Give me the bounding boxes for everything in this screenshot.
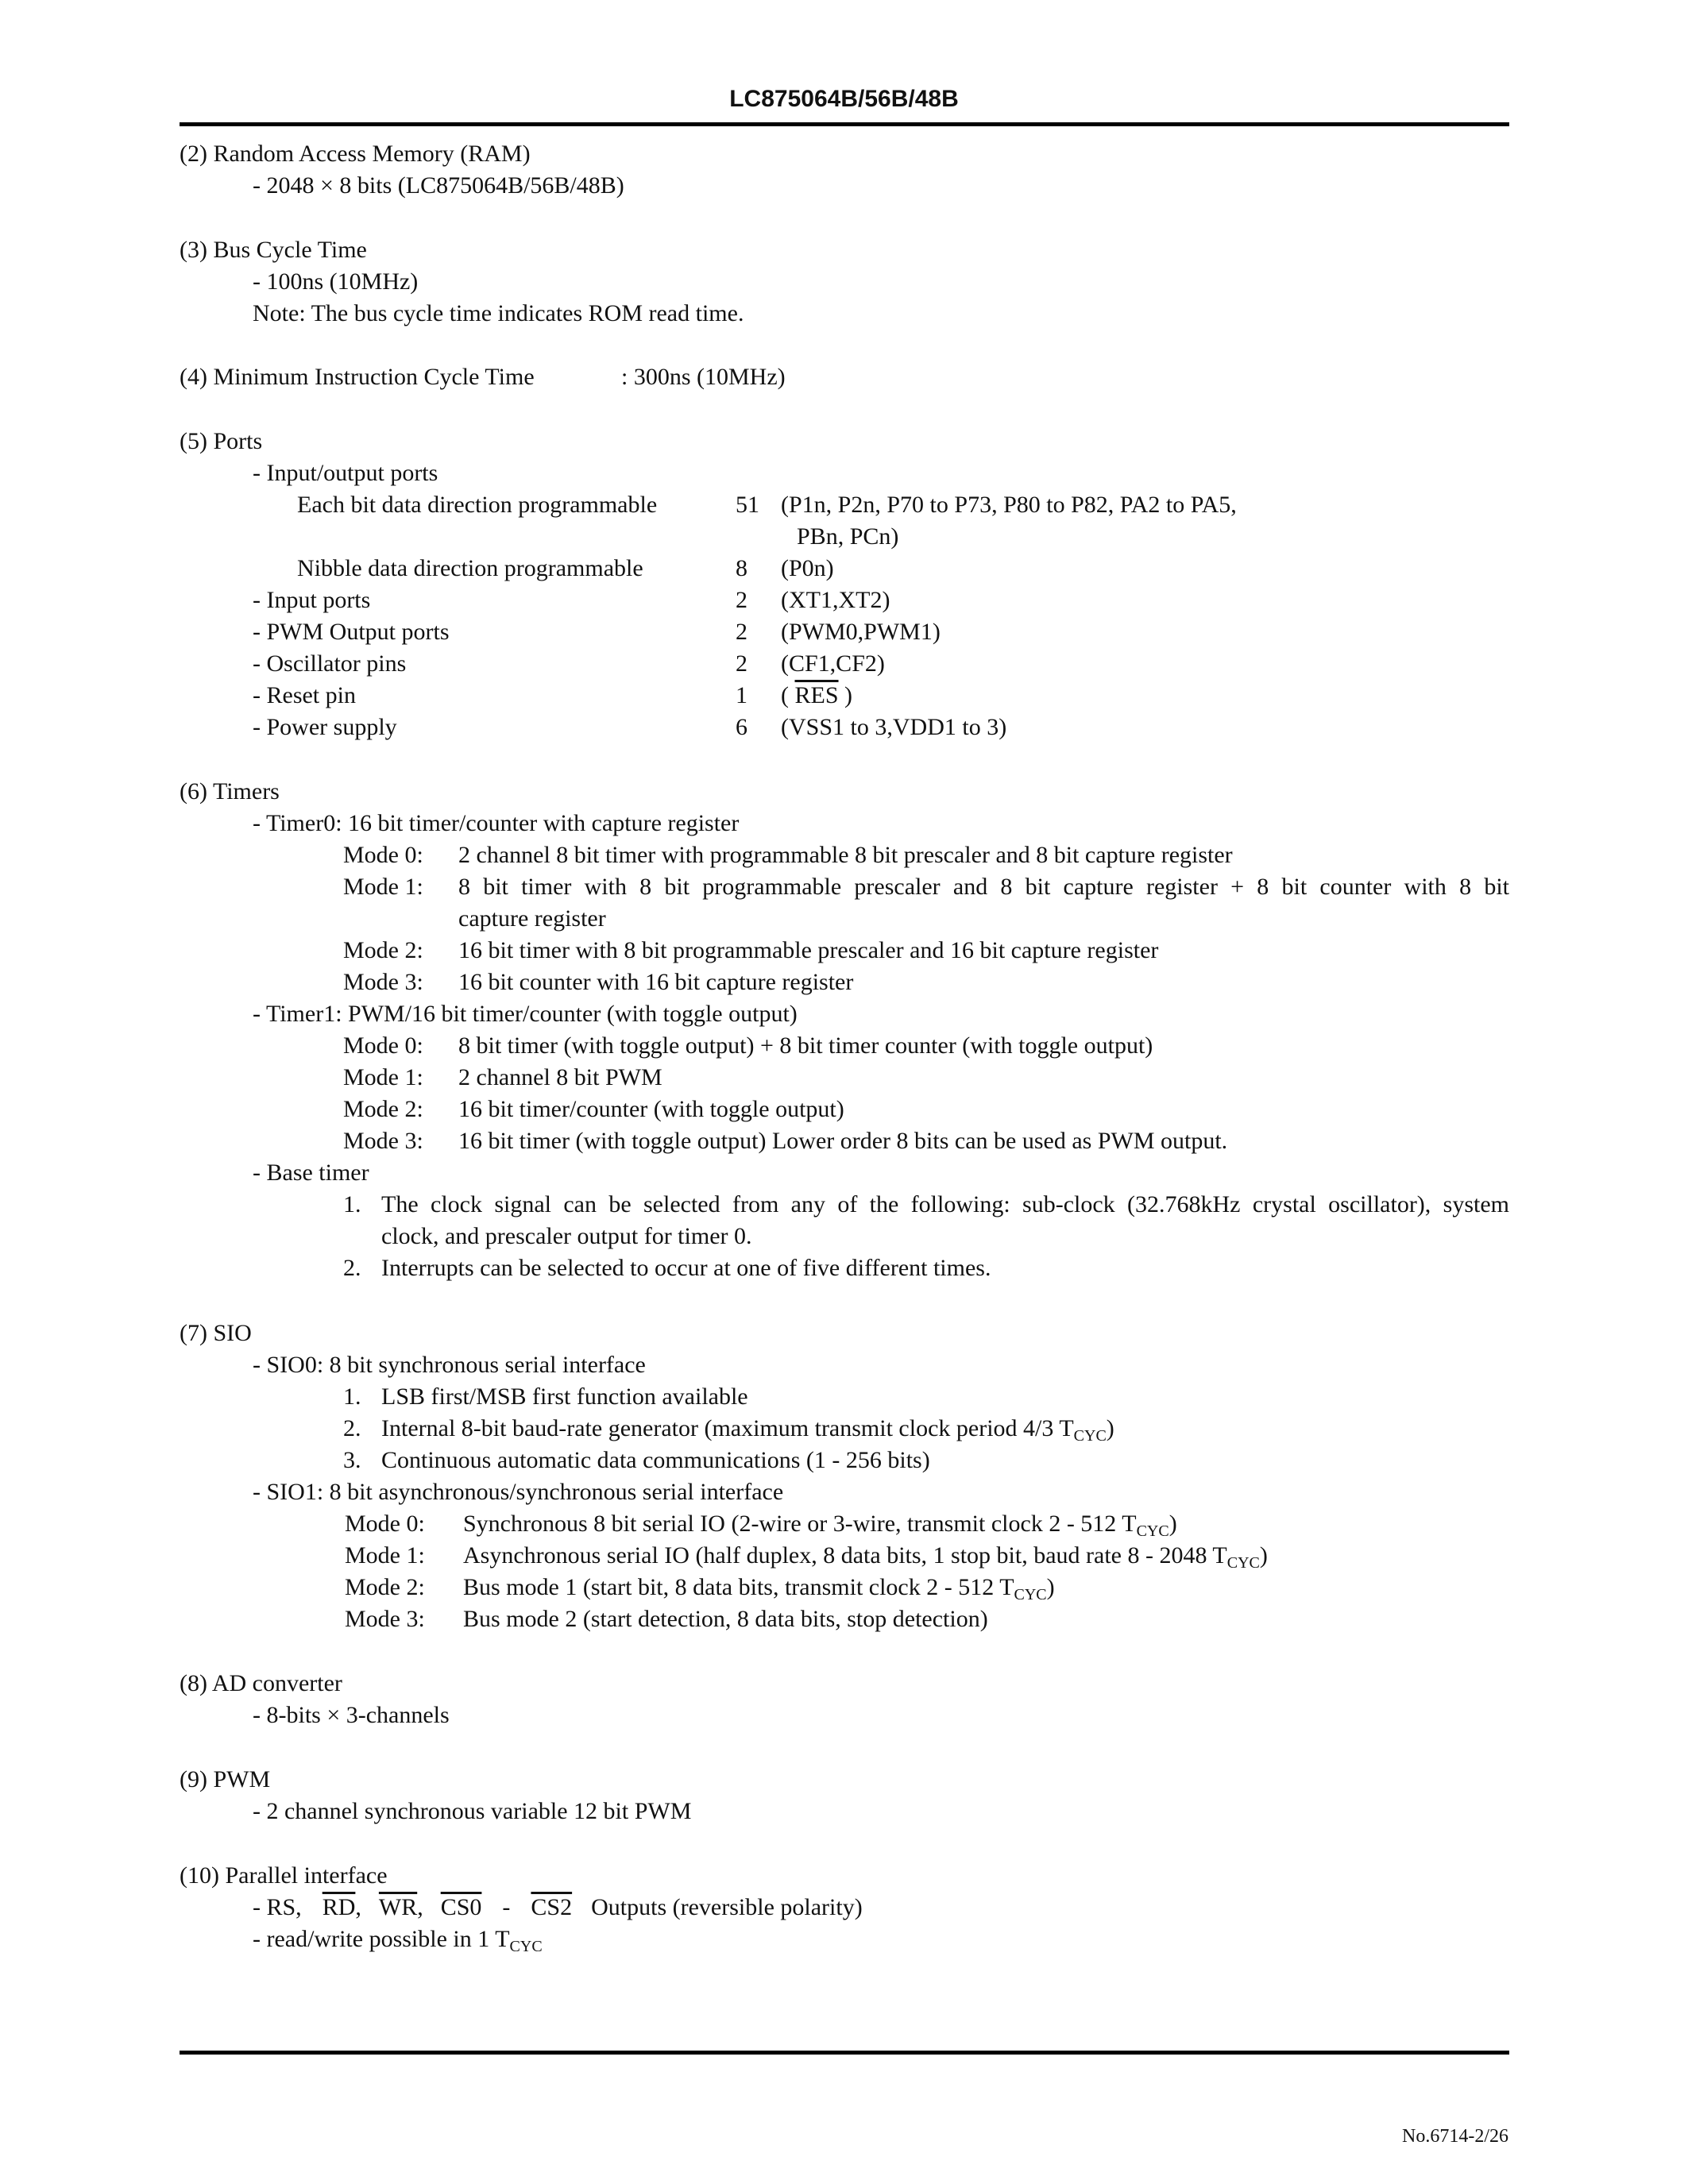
ports-row-label: Nibble data direction programmable bbox=[297, 555, 643, 581]
sio0-item-main: Internal 8-bit baud-rate generator (maximum transmit clock period 4/3 T bbox=[381, 1415, 1074, 1441]
ports-row-desc: (XT1,XT2) bbox=[781, 587, 890, 613]
cs2-signal: CS2 bbox=[531, 1894, 573, 1920]
tcyc-subscript: CYC bbox=[1014, 1586, 1047, 1603]
pwm-heading: (9) PWM bbox=[180, 1766, 271, 1792]
mict-value: : 300ns (10MHz) bbox=[621, 364, 786, 390]
timer0-mode-text: 16 bit timer with 8 bit programmable prescaler and 16 bit capture register bbox=[458, 937, 1159, 963]
ports-row-desc: (VSS1 to 3,VDD1 to 3) bbox=[781, 714, 1007, 740]
ports-row-count: 51 bbox=[736, 492, 759, 518]
sio-heading: (7) SIO bbox=[180, 1320, 252, 1346]
sio1-mode-post: ) bbox=[1168, 1511, 1177, 1537]
timer1-mode-label: Mode 1: bbox=[343, 1064, 423, 1090]
ports-io-heading: - Input/output ports bbox=[253, 460, 438, 486]
tcyc-subscript: CYC bbox=[1226, 1554, 1260, 1572]
timer1-mode-text: 16 bit timer/counter (with toggle output) bbox=[458, 1096, 844, 1122]
ports-row-label: - Oscillator pins bbox=[253, 650, 407, 677]
timer0-mode-label: Mode 2: bbox=[343, 937, 423, 963]
timer0-mode-label: Mode 1: bbox=[343, 874, 423, 900]
sio1-mode-label: Mode 0: bbox=[345, 1511, 425, 1537]
base-timer-heading: - Base timer bbox=[253, 1160, 369, 1186]
timer1-mode-text: 8 bit timer (with toggle output) + 8 bit timer counter (with toggle output) bbox=[458, 1032, 1153, 1059]
ports-row-count: 2 bbox=[736, 650, 747, 677]
timers-heading: (6) Timers bbox=[180, 778, 280, 805]
tcyc-subscript: CYC bbox=[509, 1938, 543, 1955]
bus-note: Note: The bus cycle time indicates ROM read time. bbox=[253, 300, 744, 326]
signal-range-dash: - bbox=[502, 1894, 511, 1920]
sio1-mode-post: ) bbox=[1046, 1574, 1055, 1600]
tcyc-subscript: CYC bbox=[1136, 1522, 1169, 1540]
reset-signal: $\overline{RES}$ bbox=[794, 682, 839, 708]
ports-row-count: 1 bbox=[736, 682, 747, 708]
ports-row-count: 6 bbox=[736, 714, 747, 740]
ports-row-label: - PWM Output ports bbox=[253, 619, 450, 645]
tcyc-subscript: CYC bbox=[1073, 1427, 1107, 1445]
sio0-item-text: LSB first/MSB first function available bbox=[381, 1383, 748, 1410]
header-rule bbox=[180, 122, 1509, 126]
timer0-mode-label: Mode 3: bbox=[343, 969, 423, 995]
bus-heading: (3) Bus Cycle Time bbox=[180, 237, 367, 263]
page-number: No.6714-2/26 bbox=[1402, 2126, 1508, 2147]
parallel-rw-line bbox=[253, 1924, 543, 1955]
reset-paren-close: ) bbox=[844, 682, 853, 708]
document-header-title: LC875064B/56B/48B bbox=[729, 86, 959, 112]
sio1-mode-main: Synchronous 8 bit serial IO (2-wire or 3-wire, transmit clock 2 - 512 T bbox=[463, 1511, 1137, 1537]
sio1-mode-post: ) bbox=[1259, 1542, 1268, 1569]
reset-paren-open: ( bbox=[781, 682, 789, 708]
timer0-mode-text: 8 bit timer with 8 bit programmable prescaler and 8 bit capture register + 8 bit counter with 8 bit bbox=[458, 874, 1509, 900]
sio1-mode-text bbox=[463, 1540, 1268, 1572]
cs0-signal: CS0 bbox=[440, 1894, 482, 1920]
sio1-mode-text bbox=[463, 1572, 1055, 1603]
parallel-outputs-text: Outputs (reversible polarity) bbox=[591, 1894, 863, 1920]
ports-row-desc: (P0n) bbox=[781, 555, 834, 581]
bus-line: - 100ns (10MHz) bbox=[253, 268, 419, 295]
sio1-mode-main: Asynchronous serial IO (half duplex, 8 data bits, 1 stop bit, baud rate 8 - 2048 T bbox=[463, 1542, 1227, 1569]
ram-line: - 2048 × 8 bits (LC875064B/56B/48B) bbox=[253, 172, 624, 199]
parallel-rw-text: - read/write possible in 1 T bbox=[253, 1926, 510, 1952]
sio1-mode-main: Bus mode 1 (start bit, 8 data bits, transmit clock 2 - 512 T bbox=[463, 1574, 1014, 1600]
mict-heading: (4) Minimum Instruction Cycle Time bbox=[180, 364, 535, 390]
ports-row-desc: (CF1,CF2) bbox=[781, 650, 885, 677]
timer1-mode-text: 2 channel 8 bit PWM bbox=[458, 1064, 662, 1090]
sio1-mode-text bbox=[463, 1508, 1177, 1540]
ram-heading: (2) Random Access Memory (RAM) bbox=[180, 141, 531, 167]
ports-row-label: - Input ports bbox=[253, 587, 371, 613]
timer0-heading: - Timer0: 16 bit timer/counter with capture register bbox=[253, 810, 740, 836]
parallel-signals-line: - RS, $\overline{RD}$, $\overline{WR}$, CS0 - CS2 Outputs (reversible polarity) bbox=[253, 1894, 863, 1920]
timer0-mode-text: 2 channel 8 bit timer with programmable 8 bit prescaler and 8 bit capture register bbox=[458, 842, 1233, 868]
base-timer-item-num: 2. bbox=[343, 1255, 361, 1281]
sio1-mode-label: Mode 2: bbox=[345, 1574, 425, 1600]
ports-row-count: 2 bbox=[736, 619, 747, 645]
sio0-item-num: 2. bbox=[343, 1415, 361, 1441]
timer0-mode-label: Mode 0: bbox=[343, 842, 423, 868]
ports-row-count: 2 bbox=[736, 587, 747, 613]
wr-signal: $\overline{WR}$ bbox=[378, 1894, 418, 1920]
sio0-item-post: ) bbox=[1106, 1415, 1114, 1441]
timer1-mode-label: Mode 0: bbox=[343, 1032, 423, 1059]
sio0-item-num: 1. bbox=[343, 1383, 361, 1410]
parallel-heading: (10) Parallel interface bbox=[180, 1862, 388, 1889]
ports-heading: (5) Ports bbox=[180, 428, 263, 454]
timer1-mode-label: Mode 3: bbox=[343, 1128, 423, 1154]
pwm-line: - 2 channel synchronous variable 12 bit PWM bbox=[253, 1798, 692, 1824]
ports-row-count: 8 bbox=[736, 555, 747, 581]
rd-signal: $\overline{RD}$ bbox=[322, 1894, 356, 1920]
sio0-item-text bbox=[381, 1413, 1114, 1445]
timer0-mode-text-cont: capture register bbox=[458, 905, 606, 932]
adc-heading: (8) AD converter bbox=[180, 1670, 342, 1696]
sio1-heading: - SIO1: 8 bit asynchronous/synchronous serial interface bbox=[253, 1479, 784, 1505]
ports-row-label: - Reset pin bbox=[253, 682, 356, 708]
base-timer-item-num: 1. bbox=[343, 1191, 361, 1217]
sio1-mode-text: Bus mode 2 (start detection, 8 data bits, stop detection) bbox=[463, 1606, 988, 1632]
sio0-heading: - SIO0: 8 bit synchronous serial interface bbox=[253, 1352, 646, 1378]
base-timer-item-text: Interrupts can be selected to occur at one of five different times. bbox=[381, 1255, 991, 1281]
ports-row-desc-cont: PBn, PCn) bbox=[797, 523, 899, 550]
sio0-item-text: Continuous automatic data communications (1 - 256 bits) bbox=[381, 1447, 930, 1473]
sio1-mode-label: Mode 1: bbox=[345, 1542, 425, 1569]
ports-row-desc-reset bbox=[781, 680, 852, 712]
timer0-mode-text: 16 bit counter with 16 bit capture register bbox=[458, 969, 854, 995]
ports-row-label: - Power supply bbox=[253, 714, 397, 740]
base-timer-item-text-cont: clock, and prescaler output for timer 0. bbox=[381, 1223, 752, 1249]
footer-rule bbox=[180, 2051, 1509, 2055]
ports-row-desc: (PWM0,PWM1) bbox=[781, 619, 941, 645]
timer1-mode-text: 16 bit timer (with toggle output) Lower order 8 bits can be used as PWM output. bbox=[458, 1128, 1228, 1154]
timer1-mode-label: Mode 2: bbox=[343, 1096, 423, 1122]
sio0-item-num: 3. bbox=[343, 1447, 361, 1473]
timer1-heading: - Timer1: PWM/16 bit timer/counter (with toggle output) bbox=[253, 1001, 798, 1027]
adc-line: - 8-bits × 3-channels bbox=[253, 1702, 450, 1728]
ports-row-desc: (P1n, P2n, P70 to P73, P80 to P82, PA2 to PA5, bbox=[781, 492, 1237, 518]
ports-row-label: Each bit data direction programmable bbox=[297, 492, 658, 518]
sio1-mode-label: Mode 3: bbox=[345, 1606, 425, 1632]
base-timer-item-text: The clock signal can be selected from any of the following: sub-clock (32.768kHz crystal oscillator), system bbox=[381, 1191, 1509, 1217]
parallel-rs-label: - RS, bbox=[253, 1894, 302, 1920]
